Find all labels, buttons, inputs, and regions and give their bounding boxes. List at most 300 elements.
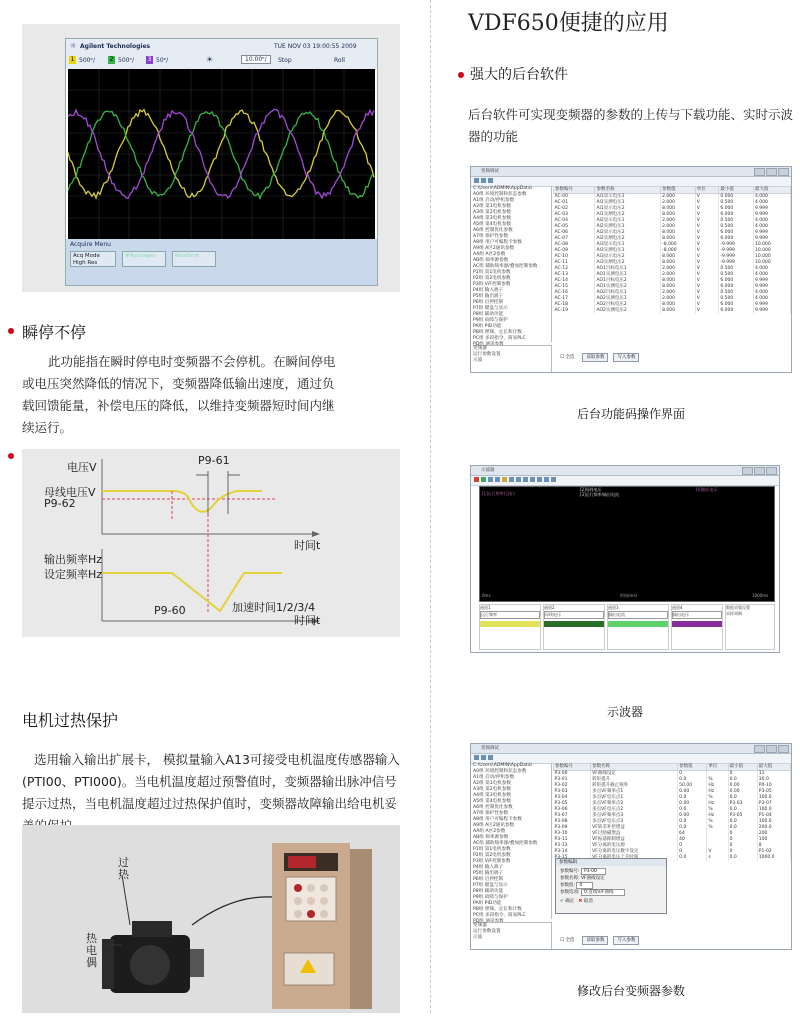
table-cell: 4.000: [753, 290, 790, 296]
table-header[interactable]: 最大值: [757, 764, 790, 771]
write-params-button[interactable]: 写入参数: [613, 353, 639, 362]
tree-item[interactable]: A2组 第1电机参数: [473, 204, 512, 209]
table-cell: 0.000: [719, 194, 754, 201]
table-cell: 多点VF频率点1: [591, 789, 678, 795]
acq-mode-value: High Res: [73, 260, 98, 266]
table-cell: -8.000: [661, 248, 696, 254]
table-cell: 0.500: [719, 200, 754, 206]
timing-svg: [22, 449, 400, 637]
tree-item[interactable]: A7组 保护性参数: [473, 811, 509, 816]
x-mid: 时间(ms): [620, 593, 638, 598]
table-cell: 多点VF电压点1: [591, 795, 678, 801]
table-cell: 0.00: [728, 789, 757, 795]
label-time1: 时间t: [294, 539, 321, 552]
table-cell: %: [707, 819, 728, 825]
tree-item[interactable]: P3组 V/F控制参数: [473, 282, 511, 287]
table-header[interactable]: 参数值: [678, 764, 707, 771]
table-cell: AO1目标电压2: [595, 278, 661, 284]
tree-item[interactable]: PA组 PID功能: [473, 901, 502, 906]
table-cell: %: [707, 795, 728, 801]
averages-label: #Averages: [125, 253, 156, 259]
table-cell: 6.000: [719, 278, 754, 284]
table-cell: 0.0: [678, 819, 707, 825]
acq-mode-softkey[interactable]: [70, 251, 116, 267]
table-cell: AI2实测电压2: [595, 236, 661, 242]
table-cell: Hz: [707, 789, 728, 795]
acq-mode-label: Acq Mode: [73, 253, 100, 259]
shot1-titlebar: [471, 167, 791, 177]
table-cell: P3-11: [554, 837, 591, 843]
tree-item[interactable]: A2组 第1电机参数: [473, 781, 512, 786]
table-cell: VF分离的电压源: [591, 843, 678, 849]
table-cell: Hz: [707, 813, 728, 819]
table-cell: 9.999: [753, 236, 790, 242]
legend2: [2]母线电压: [580, 487, 602, 492]
table-cell: V: [695, 230, 719, 236]
tree-item[interactable]: 示波: [473, 935, 483, 940]
table-cell: VF转差补偿增益: [591, 825, 678, 831]
table-cell: AC-13: [554, 272, 595, 278]
tree-item[interactable]: A6组 控制优化参数: [473, 805, 513, 810]
table-cell: 0.500: [719, 266, 754, 272]
table-cell: 8: [757, 843, 790, 849]
table-header[interactable]: 最小值: [719, 187, 754, 194]
tree-item[interactable]: A9组 A区2通讯参数: [473, 246, 515, 251]
table-cell: P3-03: [728, 801, 757, 807]
oscilloscope-waveform: [68, 69, 375, 239]
tree-item[interactable]: PA组 PID功能: [473, 324, 502, 329]
tree-item[interactable]: P7组 键盘与显示: [473, 306, 508, 311]
table-cell: V: [695, 266, 719, 272]
dialog-cancel-button[interactable]: 取消: [583, 899, 593, 904]
shot3-tree: [473, 763, 552, 924]
table-cell: AC-00: [554, 194, 595, 201]
table-header[interactable]: 参数编号: [554, 764, 591, 771]
legend1: [1]运行频率(目标): [482, 491, 515, 496]
select-all-label: 全选: [565, 355, 575, 360]
dialog-title: 参数编辑: [556, 859, 666, 866]
channel1-select[interactable]: 运行频率: [480, 611, 540, 619]
table-cell: 2.000: [661, 296, 696, 302]
table-cell: 0.00: [678, 789, 707, 795]
table-cell: V: [695, 284, 719, 290]
channel4-label: 通道4: [672, 605, 683, 610]
param-edit-dialog: [555, 858, 667, 914]
table-cell: 4.000: [753, 296, 790, 302]
sample-period-label: 采样周期: [726, 611, 742, 616]
tree-item[interactable]: P1组 第1电机参数: [473, 270, 511, 275]
tree-item[interactable]: A3组 第2电机参数: [473, 210, 512, 215]
table-cell: 6.000: [719, 284, 754, 290]
table-cell: AC-08: [554, 242, 595, 248]
table-cell: AC-05: [554, 224, 595, 230]
tree-item[interactable]: P4组 输入端子: [473, 288, 504, 293]
label-voltage: 电压V: [67, 461, 97, 474]
tree-item[interactable]: A9组 A区2通讯参数: [473, 823, 515, 828]
label-p960: P9-60: [154, 604, 186, 617]
channel3-label: 通道3: [608, 605, 619, 610]
table-cell: P3-07: [554, 813, 591, 819]
realtime-softkey[interactable]: [172, 251, 216, 267]
tree-item[interactable]: 示波: [473, 358, 483, 363]
tree-item[interactable]: PD组 通讯参数: [473, 919, 504, 924]
table-cell: AC-07: [554, 236, 595, 242]
label-bus-voltage: 母线电压V: [44, 486, 96, 499]
dialog-ok-button[interactable]: 确定: [565, 899, 575, 904]
table-cell: AC-10: [554, 254, 595, 260]
caption-shot1: 后台功能码操作界面: [576, 407, 685, 421]
tree-item[interactable]: PC组 多段指令、简易PLC: [473, 336, 526, 341]
tree-item[interactable]: AA组 A区2参数: [473, 829, 506, 834]
table-header[interactable]: 最小值: [728, 764, 757, 771]
table-cell: 10.000: [753, 242, 790, 248]
shot1-param-table: [553, 186, 791, 338]
table-cell: V: [695, 194, 719, 201]
table-cell: 1000.0: [757, 855, 790, 861]
table-cell: %: [707, 807, 728, 813]
tree-item[interactable]: P8组 辅助功能: [473, 312, 504, 317]
table-cell: P1-04: [757, 813, 790, 819]
shot-param-window: [470, 166, 792, 373]
table-header[interactable]: 参数编号: [554, 187, 595, 194]
tree-item[interactable]: AA组 A区2参数: [473, 252, 506, 257]
table-cell: AI1实测电压1: [595, 200, 661, 206]
ch3-badge: 3: [147, 56, 152, 63]
table-cell: 50.00: [678, 783, 707, 789]
table-cell: 11: [757, 771, 790, 778]
table-cell: 8.000: [661, 236, 696, 242]
channel4-panel: [671, 604, 723, 650]
tree-item[interactable]: A0组 环境控制和状态参数: [473, 192, 527, 197]
table-cell: AI3实测电压1: [595, 248, 661, 254]
table-cell: 多点VF电压点2: [591, 807, 678, 813]
table-cell: 0: [728, 831, 757, 837]
table-cell: 0.0: [678, 825, 707, 831]
table-cell: AI1显示电压2: [595, 206, 661, 212]
tree-item[interactable]: P8组 辅助功能: [473, 889, 504, 894]
table-cell: VF振荡抑制增益: [591, 837, 678, 843]
table-cell: 0.0: [678, 777, 707, 783]
shot2-plot: [479, 486, 775, 602]
table-cell: 0.0: [678, 855, 707, 861]
timing-diagram: [22, 449, 400, 637]
label-set-freq: 设定频率Hz: [44, 568, 103, 581]
table-cell: P3-05: [554, 801, 591, 807]
tree-item[interactable]: A0组 环境控制和状态参数: [473, 769, 527, 774]
table-header[interactable]: 参数名称: [591, 764, 678, 771]
table-cell: 100.0: [757, 807, 790, 813]
label-thermistor: 热电偶: [86, 932, 97, 969]
table-cell: 64: [678, 831, 707, 837]
tree-item[interactable]: 变频器: [473, 346, 487, 351]
table-cell: 2.000: [661, 272, 696, 278]
tree-item[interactable]: P6组 启停控制: [473, 300, 504, 305]
page-title: VDF650便捷的应用: [468, 11, 669, 36]
table-cell: 0: [728, 843, 757, 849]
table-cell: AC-17: [554, 296, 595, 302]
tree-item[interactable]: P2组 第2电机参数: [473, 276, 511, 281]
table-cell: 9.999: [753, 230, 790, 236]
table-cell: 6.000: [719, 212, 754, 218]
table-cell: V: [695, 308, 719, 314]
motor-svg: [22, 825, 400, 1013]
table-cell: 4.000: [753, 194, 790, 201]
table-cell: AI2显示电压1: [595, 218, 661, 224]
table-cell: 8.000: [661, 308, 696, 314]
table-cell: 8.000: [661, 278, 696, 284]
channel2-label: 通道2: [544, 605, 555, 610]
table-cell: 0: [678, 849, 707, 855]
table-cell: 0.0: [728, 795, 757, 801]
table-cell: P1-02: [757, 849, 790, 855]
table-cell: V: [695, 236, 719, 242]
table-cell: Hz: [707, 783, 728, 789]
table-cell: P3-02: [554, 783, 591, 789]
table-cell: 0: [678, 843, 707, 849]
table-cell: 2.000: [661, 266, 696, 272]
dialog-value-field[interactable]: 0: [576, 882, 593, 889]
table-cell: 0.00: [678, 801, 707, 807]
tree-root: C:\Users\ADMIN\AppData\: [473, 186, 533, 191]
table-cell: 100: [757, 837, 790, 843]
tree-item[interactable]: A7组 保护性参数: [473, 234, 509, 239]
table-cell: AC-03: [554, 212, 595, 218]
table-cell: Hz: [707, 801, 728, 807]
table-cell: V: [695, 260, 719, 266]
select-all-checkbox[interactable]: ☐ 全选: [560, 355, 575, 360]
table-cell: 10.000: [753, 260, 790, 266]
tree-item[interactable]: A6组 控制优化参数: [473, 228, 513, 233]
x-start: 0ms: [482, 593, 491, 598]
table-cell: AI3显示电压2: [595, 254, 661, 260]
label-overheat: 过热: [118, 856, 129, 881]
table-cell: 0.500: [719, 272, 754, 278]
dialog-value-label: 参数值:: [560, 883, 576, 888]
acquire-menu-title: Acquire Menu: [70, 241, 111, 248]
tree-item[interactable]: P3组 V/F控制参数: [473, 859, 511, 864]
section-body-instant-stop: 此功能指在瞬时停电时变频器不会停机。在瞬间停电或电压突然降低的情况下，变频器降低输出速度，通过负载回馈能量，补偿电压的降低，以维持变频器短时间内继续运行。: [22, 354, 336, 435]
table-cell: AC-16: [554, 290, 595, 296]
table-cell: 0: [728, 849, 757, 855]
table-cell: 10.000: [753, 254, 790, 260]
x-end: 1000ms: [752, 593, 769, 598]
table-header[interactable]: 参数值: [661, 187, 696, 194]
table-cell: 40: [678, 837, 707, 843]
shot1-tree: [473, 186, 552, 347]
tree-item[interactable]: PD组 通讯参数: [473, 342, 504, 347]
table-cell: AI3实测电压2: [595, 260, 661, 266]
table-cell: 6.000: [719, 206, 754, 212]
tree-item[interactable]: P6组 启停控制: [473, 877, 504, 882]
table-cell: 0.0: [678, 807, 707, 813]
table-cell: AC-12: [554, 266, 595, 272]
ch2-scale: 500ᵉ/: [118, 57, 134, 64]
channel4-color: [672, 621, 722, 627]
table-header[interactable]: 参数名称: [595, 187, 661, 194]
channel3-color: [608, 621, 668, 627]
tree-item[interactable]: AB组 频率源参数: [473, 835, 509, 840]
shot3-buttonbar: [557, 936, 639, 945]
table-cell: P3-04: [554, 795, 591, 801]
channel2-panel: [543, 604, 605, 650]
label-time2: 时间t: [294, 614, 321, 627]
table-cell: 9.999: [753, 212, 790, 218]
table-cell: 6.000: [719, 230, 754, 236]
channel4-select[interactable]: 输出电压: [672, 611, 722, 619]
table-cell: AI1显示电压1: [595, 194, 661, 201]
tree-item[interactable]: P7组 键盘与显示: [473, 883, 508, 888]
tree-item[interactable]: AB组 频率源参数: [473, 258, 509, 263]
table-cell: V: [695, 278, 719, 284]
tree-item[interactable]: A8组 用户可编程卡参数: [473, 817, 522, 822]
ok-check-icon: ✔: [560, 899, 564, 904]
table-cell: P3-03: [554, 789, 591, 795]
tree-item[interactable]: PC组 多段指令、简易PLC: [473, 913, 526, 918]
table-cell: 8.000: [661, 230, 696, 236]
dialog-code-field[interactable]: P3-00: [581, 868, 606, 875]
read-params-button[interactable]: 读取参数: [582, 353, 608, 362]
table-cell: V: [695, 302, 719, 308]
ch2-badge: 2: [109, 56, 114, 63]
dialog-option-select[interactable]: 0:直线V/F曲线: [581, 889, 625, 896]
table-cell: AC-18: [554, 302, 595, 308]
table-cell: 0: [678, 771, 707, 778]
channel1-panel: [479, 604, 541, 650]
table-cell: 0.0: [728, 825, 757, 831]
table-cell: AC-15: [554, 284, 595, 290]
motor-inverter-photo: [22, 825, 400, 1013]
tree-item[interactable]: P2组 第2电机参数: [473, 853, 511, 858]
table-cell: P3-01: [554, 777, 591, 783]
shot2-channel-panel: [479, 604, 773, 650]
sampling-title: 数据采集设置: [726, 605, 750, 610]
table-cell: -9.999: [719, 248, 754, 254]
read-params-button[interactable]: 读取参数: [582, 936, 608, 945]
select-all-label: 全选: [565, 938, 575, 943]
table-cell: P3-14: [554, 849, 591, 855]
legend4: [4]输出电压: [696, 487, 718, 492]
select-all-checkbox[interactable]: ☐ 全选: [560, 938, 575, 943]
tree-item[interactable]: A8组 用户可编程卡参数: [473, 240, 522, 245]
table-cell: VF分离的电压数字设定: [591, 849, 678, 855]
table-header[interactable]: 最大值: [753, 187, 790, 194]
table-cell: 9.999: [753, 206, 790, 212]
tree-item[interactable]: 运行参数设置: [473, 929, 501, 934]
tree-item[interactable]: P1组 第1电机参数: [473, 847, 511, 852]
channel2-select[interactable]: 母线电压: [544, 611, 604, 619]
scope-datetime: TUE NOV 03 19:00:55 2009: [274, 43, 357, 50]
table-cell: 6.000: [719, 302, 754, 308]
table-cell: V: [695, 206, 719, 212]
tree-item[interactable]: 运行参数设置: [473, 352, 501, 357]
tree-item[interactable]: 变频器: [473, 923, 487, 928]
dialog-name-value: VF曲线设定: [580, 876, 605, 881]
legend3: [3]运行频率/输出电流: [580, 492, 620, 497]
table-cell: V: [695, 242, 719, 248]
table-header[interactable]: 单位: [707, 764, 728, 771]
section-body-software: 后台软件可实现变频器的参数的上传与下载功能、实时示波器的功能: [468, 107, 794, 144]
channel3-select[interactable]: 输出电流: [608, 611, 668, 619]
ch3-scale: 50ᵉ/: [156, 57, 169, 64]
table-cell: P3-00: [554, 771, 591, 778]
table-cell: 200.0: [757, 825, 790, 831]
table-cell: AC-11: [554, 260, 595, 266]
acq-roll: Roll: [334, 57, 345, 64]
tree-item[interactable]: A4组 第3电机参数: [473, 793, 512, 798]
tree-item[interactable]: P5组 输出端子: [473, 871, 504, 876]
write-params-button[interactable]: 写入参数: [613, 936, 639, 945]
label-p961: P9-61: [198, 454, 230, 467]
table-cell: 0.0: [728, 807, 757, 813]
label-p962: P9-62: [44, 497, 76, 510]
table-cell: 8.000: [661, 254, 696, 260]
tree-item[interactable]: A1组 启动/停机参数: [473, 775, 515, 780]
tree-item[interactable]: A5组 第4电机参数: [473, 222, 512, 227]
dialog-name-label: 参数名称:: [560, 876, 580, 881]
table-cell: 多点VF频率点3: [591, 813, 678, 819]
tree-item[interactable]: A4组 第3电机参数: [473, 216, 512, 221]
waveform-svg: [68, 69, 375, 239]
table-cell: P3-09: [554, 825, 591, 831]
oscilloscope-photo: [22, 24, 400, 292]
table-cell: 8.000: [661, 212, 696, 218]
tree-item[interactable]: PB组 摆频、定长和计数: [473, 330, 522, 335]
table-cell: AO1实测电压1: [595, 272, 661, 278]
table-cell: 8.000: [661, 260, 696, 266]
tree-item[interactable]: A3组 第2电机参数: [473, 787, 512, 792]
table-cell: 8.000: [661, 302, 696, 308]
section-title-motor-overheat: 电机过热保护: [22, 711, 119, 730]
channel1-label: 通道1: [480, 605, 491, 610]
tree-item[interactable]: P9组 故障与保护: [473, 318, 508, 323]
bullet-dot: [8, 453, 14, 459]
table-header[interactable]: 单位: [695, 187, 719, 194]
tree-item[interactable]: P5组 输出端子: [473, 294, 504, 299]
table-cell: 0.500: [719, 224, 754, 230]
timebase: 10.00ᵉ/: [241, 55, 271, 64]
table-cell: AI3显示电压1: [595, 242, 661, 248]
table-cell: AO2目标电压1: [595, 290, 661, 296]
sampling-panel: [725, 604, 775, 650]
table-cell: P3-08: [554, 819, 591, 825]
oscilloscope-screen: [65, 38, 378, 286]
label-accel-time: 加速时间1/2/3/4: [232, 601, 316, 614]
table-cell: AO1目标电压1: [595, 266, 661, 272]
tree-item[interactable]: P4组 输入端子: [473, 865, 504, 870]
table-cell: P3-13: [554, 843, 591, 849]
label-out-freq: 输出频率Hz: [44, 553, 103, 566]
tree-item[interactable]: A5组 第4电机参数: [473, 799, 512, 804]
channel2-color: [544, 621, 604, 627]
shot3-title: 变频调试: [481, 746, 499, 751]
tree-item[interactable]: AC组 辅助频率源/叠加控制参数: [473, 264, 538, 269]
tree-item[interactable]: AC组 辅助频率源/叠加控制参数: [473, 841, 538, 846]
table-cell: P3-07: [757, 801, 790, 807]
table-cell: P3-05: [757, 789, 790, 795]
tree-item[interactable]: PB组 摆频、定长和计数: [473, 907, 522, 912]
table-cell: AC-04: [554, 218, 595, 224]
table-cell: 6.000: [719, 308, 754, 314]
table-row[interactable]: [554, 308, 791, 314]
tree-item[interactable]: P9组 故障与保护: [473, 895, 508, 900]
table-cell: AI2显示电压2: [595, 230, 661, 236]
bullet-dot: [8, 328, 14, 334]
averages-softkey[interactable]: [122, 251, 166, 267]
table-cell: P3-05: [728, 813, 757, 819]
caption-shot3: 修改后台变频器参数: [576, 984, 685, 998]
tree-item[interactable]: A1组 启动/停机参数: [473, 198, 515, 203]
section-title-software: 强大的后台软件: [470, 67, 568, 83]
